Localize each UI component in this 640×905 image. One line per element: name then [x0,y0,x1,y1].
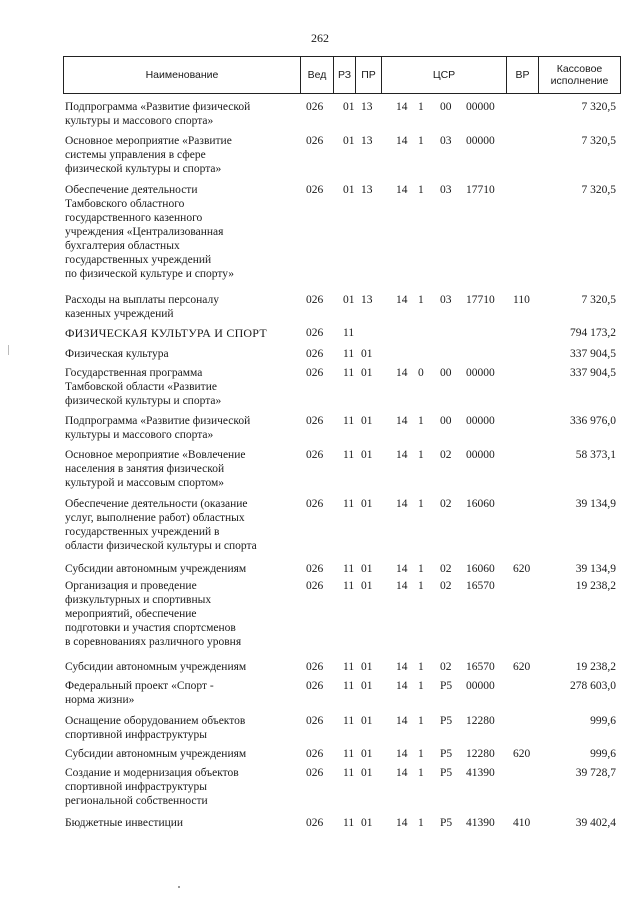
row-csr-event: P5 [440,817,453,829]
row-name-line: Организация и проведение [65,580,197,592]
row-csr-event: 02 [440,498,452,510]
row-vr: 110 [513,294,530,306]
row-pr: 01 [361,348,373,360]
row-csr-code: 16570 [466,661,495,673]
row-csr-subprogram: 1 [418,748,424,760]
row-csr-code: 12280 [466,715,495,727]
row-name-line: казенных учреждений [65,308,174,320]
row-name-line: мероприятий, обеспечение [65,608,197,620]
row-csr-code: 16570 [466,580,495,592]
row-amount: 337 904,5 [570,367,616,379]
row-name-line: системы управления в сфере [65,149,206,161]
margin-mark [8,345,11,355]
row-name-line: Расходы на выплаты персоналу [65,294,219,306]
row-ved: 026 [306,294,324,306]
row-amount: 39 728,7 [575,767,616,779]
row-ved: 026 [306,348,324,360]
row-rz: 01 [343,101,355,113]
row-name [65,816,297,830]
row-csr-program: 14 [396,449,408,461]
row-csr-subprogram: 1 [418,580,424,592]
row-ved: 026 [306,767,324,779]
row-amount: 7 320,5 [581,184,616,196]
row-name-line: Подпрограмма «Развитие физической [65,101,251,113]
row-csr-program: 14 [396,563,408,575]
row-csr-program: 14 [396,367,408,379]
row-csr-program: 14 [396,680,408,692]
row-ved: 026 [306,327,324,339]
row-pr: 01 [361,748,373,760]
row-name-line: государственных учреждений [65,254,212,266]
row-pr: 01 [361,449,373,461]
row-amount: 278 603,0 [570,680,616,692]
row-name [65,326,297,340]
row-rz: 11 [343,449,355,461]
row-name-line: Государственная программа [65,367,203,379]
row-name-line: Оснащение оборудованием объектов [65,715,246,727]
row-name [65,347,297,361]
row-name-line: физической культуры и спорта» [65,395,222,407]
row-name-line: бухгалтерия областных [65,240,180,252]
row-csr-event: 02 [440,661,452,673]
row-name [65,134,297,176]
row-amount: 19 238,2 [575,580,616,592]
row-ved: 026 [306,449,324,461]
row-csr-program: 14 [396,661,408,673]
row-amount: 7 320,5 [581,101,616,113]
row-rz: 11 [343,661,355,673]
row-ved: 026 [306,748,324,760]
row-csr-event: P5 [440,767,453,779]
row-amount: 999,6 [590,748,616,760]
row-name-line: Тамбовского областного [65,198,185,210]
row-amount: 58 373,1 [575,449,616,461]
row-csr-subprogram: 1 [418,294,424,306]
row-pr: 13 [361,135,373,147]
row-rz: 11 [343,415,355,427]
row-csr-program: 14 [396,101,408,113]
row-rz: 11 [343,580,355,592]
row-csr-event: 02 [440,449,452,461]
row-csr-program: 14 [396,415,408,427]
header-csr: ЦСР [381,57,506,93]
row-name [65,100,297,128]
row-rz: 11 [343,680,355,692]
row-amount: 39 134,9 [575,563,616,575]
row-pr: 01 [361,498,373,510]
row-name-line: Основное мероприятие «Развитие [65,135,232,147]
row-csr-subprogram: 1 [418,563,424,575]
header-amount: Кассовое исполнение [538,57,621,93]
row-name-line: культурой и массовым спортом» [65,477,225,489]
header-ved: Вед [300,57,333,93]
row-csr-event: 02 [440,580,452,592]
row-name-line: Обеспечение деятельности (оказание [65,498,248,510]
table-header [63,56,621,94]
row-amount: 337 904,5 [570,348,616,360]
row-ved: 026 [306,498,324,510]
row-ved: 026 [306,563,324,575]
row-csr-subprogram: 1 [418,767,424,779]
row-name-line: Федеральный проект «Спорт - [65,680,214,692]
row-pr: 01 [361,715,373,727]
row-name-line: Субсидии автономным учреждениям [65,563,247,575]
row-rz: 11 [343,715,355,727]
row-ved: 026 [306,661,324,673]
row-name-line: Субсидии автономным учреждениям [65,748,247,760]
row-name-line: физической культуры и спорта» [65,163,222,175]
row-csr-subprogram: 1 [418,449,424,461]
row-rz: 01 [343,135,355,147]
row-pr: 01 [361,680,373,692]
row-csr-code: 17710 [466,294,495,306]
header-name: Наименование [63,57,300,93]
row-name-line: учреждения «Централизованная [65,226,224,238]
row-name-line: Обеспечение деятельности [65,184,198,196]
row-csr-event: P5 [440,680,453,692]
row-rz: 11 [343,748,355,760]
row-pr: 13 [361,184,373,196]
row-csr-subprogram: 1 [418,101,424,113]
row-csr-program: 14 [396,715,408,727]
row-name-line: спортивной инфраструктуры [65,729,207,741]
row-csr-subprogram: 1 [418,135,424,147]
row-rz: 11 [343,563,355,575]
row-csr-code: 16060 [466,498,495,510]
row-name-line: по физической культуре и спорту» [65,268,235,280]
row-csr-event: 03 [440,294,452,306]
row-csr-program: 14 [396,184,408,196]
row-ved: 026 [306,817,324,829]
row-amount: 19 238,2 [575,661,616,673]
row-vr: 620 [513,563,531,575]
row-amount: 7 320,5 [581,294,616,306]
row-ved: 026 [306,415,324,427]
row-csr-event: 00 [440,367,452,379]
row-name-line: культуры и массового спорта» [65,115,214,127]
row-rz: 11 [343,348,355,360]
row-name [65,747,297,761]
row-csr-subprogram: 1 [418,680,424,692]
row-csr-subprogram: 1 [418,661,424,673]
row-name-line: Бюджетные инвестиции [65,817,184,829]
row-csr-code: 00000 [466,415,495,427]
row-csr-subprogram: 1 [418,415,424,427]
row-csr-code: 17710 [466,184,495,196]
row-ved: 026 [306,680,324,692]
row-amount: 39 134,9 [575,498,616,510]
row-amount: 794 173,2 [570,327,616,339]
row-name [65,293,297,321]
row-name-line: населения в занятия физической [65,463,225,475]
row-rz: 11 [343,498,355,510]
row-csr-code: 00000 [466,367,495,379]
row-csr-program: 14 [396,748,408,760]
row-amount: 336 976,0 [570,415,616,427]
row-name-line: региональной собственности [65,795,208,807]
row-csr-program: 14 [396,135,408,147]
row-name-line: Субсидии автономным учреждениям [65,661,247,673]
row-csr-program: 14 [396,498,408,510]
row-rz: 11 [343,367,355,379]
row-name-line: спортивной инфраструктуры [65,781,207,793]
row-name-line: Тамбовской области «Развитие [65,381,217,393]
row-name [65,448,297,490]
row-name-line: ФИЗИЧЕСКАЯ КУЛЬТУРА И СПОРТ [65,326,267,340]
row-amount: 39 402,4 [575,817,616,829]
row-csr-code: 41390 [466,767,495,779]
row-rz: 11 [343,767,355,779]
row-vr: 620 [513,748,531,760]
row-name [65,766,297,808]
row-pr: 01 [361,563,373,575]
row-name [65,660,297,674]
row-name-line: физкультурных и спортивных [65,594,212,606]
row-name [65,497,297,553]
row-csr-event: 02 [440,563,452,575]
row-name-line: государственных учреждений в [65,526,220,538]
row-amount: 7 320,5 [581,135,616,147]
row-rz: 01 [343,184,355,196]
header-rz: РЗ [333,57,355,93]
row-csr-code: 12280 [466,748,495,760]
row-csr-program: 14 [396,767,408,779]
row-pr: 01 [361,661,373,673]
row-csr-program: 14 [396,294,408,306]
row-pr: 01 [361,367,373,379]
row-csr-subprogram: 1 [418,715,424,727]
row-ved: 026 [306,184,324,196]
row-csr-subprogram: 1 [418,184,424,196]
row-csr-event: P5 [440,715,453,727]
row-pr: 01 [361,767,373,779]
row-name-line: Основное мероприятие «Вовлечение [65,449,246,461]
row-name [65,414,297,442]
row-name [65,579,297,649]
row-csr-subprogram: 1 [418,498,424,510]
row-name [65,366,297,408]
row-pr: 13 [361,101,373,113]
row-name-line: норма жизни» [65,694,135,706]
row-rz: 01 [343,294,355,306]
row-csr-event: 00 [440,415,452,427]
row-csr-code: 00000 [466,135,495,147]
row-ved: 026 [306,367,324,379]
page-number: 262 [311,31,329,45]
row-name [65,679,297,707]
row-csr-code: 00000 [466,680,495,692]
row-ved: 026 [306,580,324,592]
row-name [65,714,297,742]
row-amount: 999,6 [590,715,616,727]
row-rz: 11 [343,327,355,339]
row-csr-program: 14 [396,580,408,592]
header-pr: ПР [355,57,381,93]
row-csr-subprogram: 1 [418,817,424,829]
row-name-line: Создание и модернизация объектов [65,767,239,779]
row-name-line: Подпрограмма «Развитие физической [65,415,251,427]
row-vr: 620 [513,661,531,673]
row-csr-event: 03 [440,135,452,147]
row-csr-subprogram: 0 [418,367,424,379]
row-pr: 01 [361,580,373,592]
row-csr-code: 41390 [466,817,495,829]
row-csr-code: 16060 [466,563,495,575]
row-pr: 01 [361,415,373,427]
row-ved: 026 [306,135,324,147]
row-csr-code: 00000 [466,449,495,461]
row-pr: 01 [361,817,373,829]
row-csr-event: P5 [440,748,453,760]
row-name-line: области физической культуры и спорта [65,540,257,552]
row-csr-code: 00000 [466,101,495,113]
header-vr: ВР [506,57,538,93]
row-pr: 13 [361,294,373,306]
row-name-line: культуры и массового спорта» [65,429,214,441]
row-name [65,562,297,576]
row-vr: 410 [513,817,531,829]
row-ved: 026 [306,101,324,113]
row-ved: 026 [306,715,324,727]
scan-dot [178,886,180,888]
row-name-line: Физическая культура [65,348,169,360]
row-csr-event: 03 [440,184,452,196]
row-name-line: государственного казенного [65,212,203,224]
row-name-line: подготовки и участия спортсменов [65,622,236,634]
row-csr-event: 00 [440,101,452,113]
row-name-line: в соревнованиях различного уровня [65,636,242,648]
row-name-line: услуг, выполнение работ) областных [65,512,245,524]
row-rz: 11 [343,817,355,829]
row-name [65,183,297,281]
row-csr-program: 14 [396,817,408,829]
